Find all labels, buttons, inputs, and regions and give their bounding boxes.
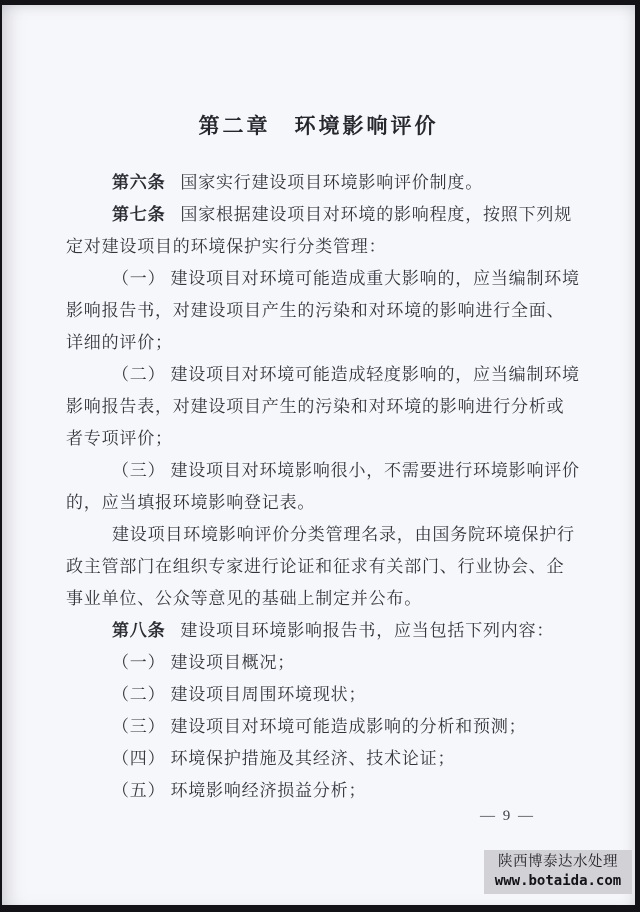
- text-line: [66, 199, 577, 231]
- line-text: 国家实行建设项目环境影响评价制度。: [180, 173, 484, 192]
- text-line: [66, 519, 577, 551]
- chapter-title: 第二章 环境影响评价: [198, 114, 439, 138]
- text-line: [66, 167, 577, 199]
- vendor-watermark: [484, 850, 632, 894]
- line-text: 建设项目环境影响评价分类管理名录，由国务院环境保护行: [112, 525, 575, 544]
- line-text: 国家根据建设项目对环境的影响程度，按照下列规: [180, 205, 573, 224]
- text-line: [66, 263, 580, 295]
- text-line: [66, 391, 577, 423]
- text-line: [66, 743, 577, 775]
- line-text: 政主管部门在组织专家进行论证和征求有关部门、行业协会、企: [66, 557, 565, 576]
- text-line: [66, 327, 577, 359]
- scan-edge-left: [0, 0, 2, 912]
- text-line: [66, 647, 577, 679]
- body-text-block: [66, 167, 580, 807]
- line-text: 的，应当填报环境影响登记表。: [66, 493, 316, 512]
- line-text: 影响报告书，对建设项目产生的污染和对环境的影响进行全面、: [66, 301, 565, 320]
- line-text: 定对建设项目的环境保护实行分类管理：: [66, 237, 387, 256]
- line-text: （二） 建设项目对环境可能造成轻度影响的，应当编制环境: [112, 365, 580, 384]
- scan-edge-right: [635, 0, 640, 912]
- watermark-website-url: www.botaida.com: [494, 873, 622, 889]
- line-text: （二） 建设项目周围环境现状；: [112, 685, 367, 704]
- text-line: [66, 455, 580, 487]
- text-line: [66, 359, 580, 391]
- line-text: （三） 建设项目对环境可能造成影响的分析和预测；: [112, 717, 527, 736]
- text-line: [66, 615, 577, 647]
- text-line: [66, 423, 577, 455]
- article-lead: 第七条: [112, 205, 166, 224]
- line-text: （一） 建设项目概况；: [112, 653, 296, 672]
- text-line: [66, 775, 577, 807]
- text-line: [66, 551, 577, 583]
- line-text: 详细的评价；: [66, 333, 173, 352]
- line-text: 者专项评价；: [66, 429, 173, 448]
- text-line: [66, 711, 577, 743]
- line-text: （三） 建设项目对环境影响很小，不需要进行环境影响评价: [112, 461, 580, 480]
- text-line: [66, 583, 577, 615]
- text-line: [66, 679, 577, 711]
- line-text: 事业单位、公众等意见的基础上制定并公布。: [66, 589, 422, 608]
- text-line: [66, 487, 577, 519]
- document-page: [2, 5, 635, 905]
- line-text: 建设项目环境影响报告书，应当包括下列内容：: [180, 621, 555, 640]
- scan-edge-bottom: [0, 905, 640, 912]
- page-number: — 9 —: [480, 808, 535, 824]
- line-text: （五） 环境影响经济损益分析；: [112, 781, 367, 800]
- text-line: [66, 231, 577, 263]
- article-lead: 第六条: [112, 173, 166, 192]
- scan-edge-top: [0, 0, 640, 5]
- line-text: （四） 环境保护措施及其经济、技术论证；: [112, 749, 456, 768]
- line-text: （一） 建设项目对环境可能造成重大影响的，应当编制环境: [112, 269, 580, 288]
- article-lead: 第八条: [112, 621, 166, 640]
- text-line: [66, 295, 577, 327]
- watermark-company-name: 陕西博泰达水处理: [498, 854, 618, 870]
- line-text: 影响报告表，对建设项目产生的污染和对环境的影响进行分析或: [66, 397, 565, 416]
